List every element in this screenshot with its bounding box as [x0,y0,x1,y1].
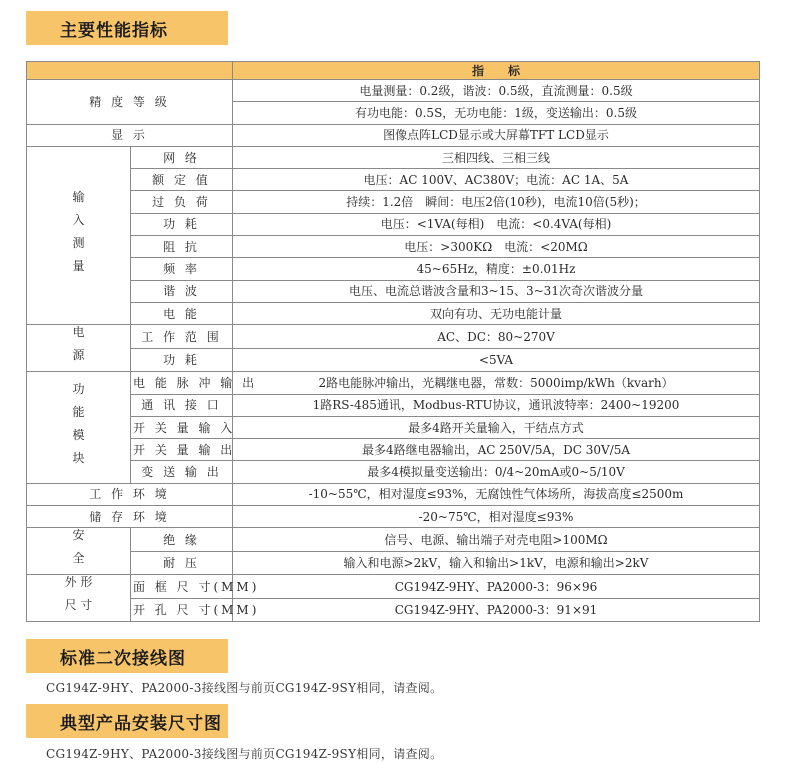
main-spec-header [26,11,228,45]
input-row [27,146,760,168]
work-env-value: -10~55℃，相对湿度≤93%，无腐蚀性气体场所，海拔高度≤2500m [233,483,760,505]
precision-label: 精 度 等 级 [27,80,233,125]
function-row [27,439,760,461]
input-impedance-label: 阻 抗 [131,236,233,258]
function-do-value: 最多4路继电器输出，AC 250V/5A，DC 30V/5A [233,439,760,461]
header-blank [27,62,233,80]
input-row [27,213,760,235]
input-rated-value: 电压：AC 100V、AC380V；电流：AC 1A、5A [233,169,760,191]
wiring-header [26,639,228,673]
dimensions-row [27,575,760,599]
dimensions-cutout-value: CG194Z-9HY、PA2000-3：91×91 [233,598,760,622]
function-comm-value: 1路RS-485通讯，Modbus-RTU协议，通讯波特率：2400~19200 [233,394,760,416]
function-di-value: 最多4路开关量输入，干结点方式 [233,416,760,438]
input-group-label: 输 入 测 量 [27,146,131,324]
main-spec-title: 主要性能指标 [60,20,168,41]
safety-voltage-value: 输入和电源>2kV，输入和输出>1kV，电源和输出>2kV [233,551,760,575]
power-range-label: 工 作 范 围 [131,325,233,349]
function-row [27,461,760,483]
input-frequency-label: 频 率 [131,258,233,280]
work-env-label: 工 作 环 境 [27,483,233,505]
dimensions-frame-value: CG194Z-9HY、PA2000-3：96×96 [233,575,760,599]
wiring-note: CG194Z-9HY、PA2000-3接线图与前页CG194Z-9SY相同，请查阅。 [46,681,443,695]
precision-line1: 电量测量：0.2级，谐波：0.5级，直流测量：0.5级 [233,80,760,102]
input-harmonic-value: 电压、电流总谐波含量和3~15、3~31次奇次谐波分量 [233,280,760,302]
header-indicator: 指 标 [233,62,760,80]
dimensions-cutout-label: 开 孔 尺 寸(MM) [131,598,233,622]
power-group-label: 电 源 [27,325,131,372]
input-row [27,169,760,191]
input-overload-value: 持续：1.2倍 瞬间：电压2倍(10秒)，电流10倍(5秒)； [233,191,760,213]
function-row [27,416,760,438]
precision-row [27,80,760,102]
precision-line2: 有功电能：0.5S，无功电能：1级，变送输出：0.5级 [233,102,760,124]
function-group-label: 功 能 模 块 [27,372,131,483]
input-network-label: 网 络 [131,146,233,168]
input-harmonic-label: 谐 波 [131,280,233,302]
input-row [27,302,760,324]
dimensions-row [27,598,760,622]
storage-env-label: 储 存 环 境 [27,506,233,528]
install-header [26,704,228,738]
input-row [27,191,760,213]
function-ao-value: 最多4模拟量变送输出：0/4~20mA或0~5/10V [233,461,760,483]
safety-insulation-label: 绝 缘 [131,528,233,552]
input-power-label: 功 耗 [131,213,233,235]
function-pulse-value: 2路电能脉冲输出，光耦继电器，常数：5000imp/kWh（kvarh） [233,372,760,394]
power-consumption-value: <5VA [233,348,760,372]
function-comm-label: 通 讯 接 口 [131,394,233,416]
input-rated-label: 额 定 值 [131,169,233,191]
input-power-value: 电压：<1VA(每相) 电流：<0.4VA(每相) [233,213,760,235]
input-frequency-value: 45~65Hz，精度：±0.01Hz [233,258,760,280]
input-row [27,280,760,302]
dimensions-group-label: 外 形 尺 寸 [27,575,131,622]
input-energy-label: 电 能 [131,302,233,324]
function-pulse-label: 电 能 脉 冲 输 出 [131,372,233,394]
wiring-title: 标准二次接线图 [60,648,186,669]
dimensions-frame-label: 面 框 尺 寸(MM) [131,575,233,599]
function-row [27,372,760,394]
power-row [27,348,760,372]
safety-row [27,551,760,575]
safety-voltage-label: 耐 压 [131,551,233,575]
spec-table [26,61,760,622]
display-label: 显 示 [27,124,233,146]
display-row [27,124,760,146]
input-overload-label: 过 负 荷 [131,191,233,213]
function-di-label: 开 关 量 输 入 [131,416,233,438]
function-do-label: 开 关 量 输 出 [131,439,233,461]
display-value: 图像点阵LCD显示或大屏幕TFT LCD显示 [233,124,760,146]
power-consumption-label: 功 耗 [131,348,233,372]
install-note: CG194Z-9HY、PA2000-3接线图与前页CG194Z-9SY相同，请查阅。 [46,747,443,761]
power-range-value: AC、DC：80~270V [233,325,760,349]
storage-env-row [27,506,760,528]
safety-insulation-value: 信号、电源、输出端子对壳电阻>100MΩ [233,528,760,552]
spec-header-row [27,62,760,80]
input-network-value: 三相四线、三相三线 [233,146,760,168]
function-ao-label: 变 送 输 出 [131,461,233,483]
storage-env-value: -20~75℃，相对湿度≤93% [233,506,760,528]
function-row [27,394,760,416]
safety-group-label: 安 全 [27,528,131,575]
work-env-row [27,483,760,505]
power-row [27,325,760,349]
input-row [27,258,760,280]
input-energy-value: 双向有功、无功电能计量 [233,302,760,324]
input-impedance-value: 电压：>300KΩ 电流：<20MΩ [233,236,760,258]
input-row [27,236,760,258]
install-title: 典型产品安装尺寸图 [60,713,222,734]
safety-row [27,528,760,552]
